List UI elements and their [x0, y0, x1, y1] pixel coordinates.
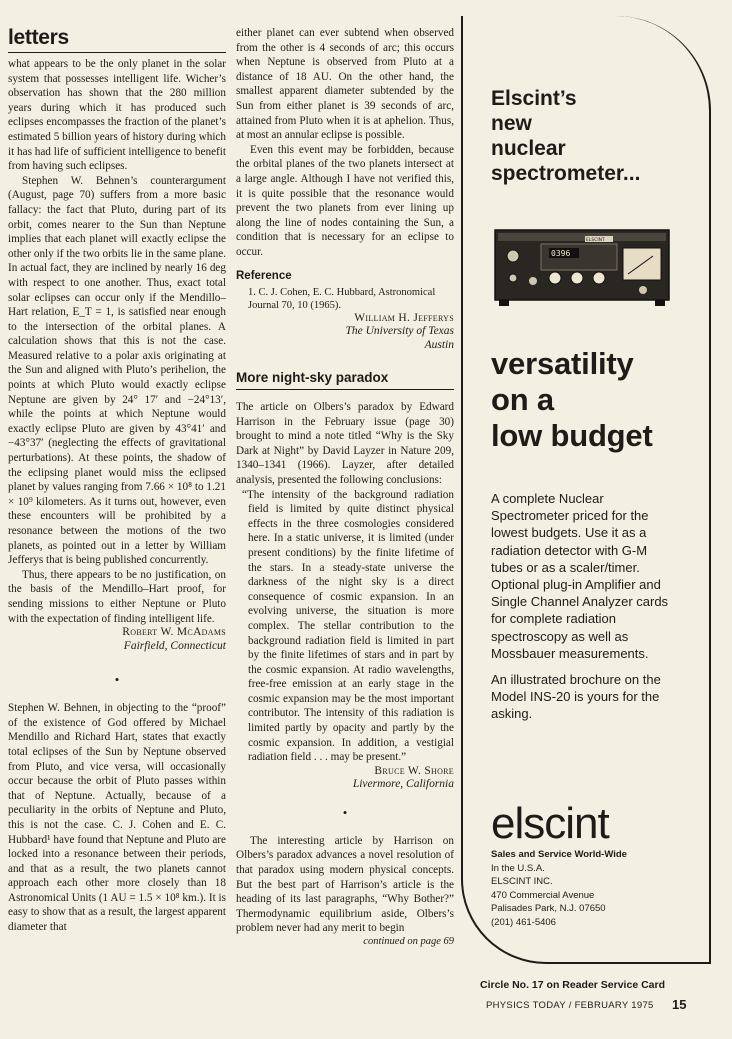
ad-headline-line: nuclear [491, 137, 566, 160]
letter-body-1 [8, 57, 226, 626]
ad-headline-line: new [491, 112, 532, 135]
ad-headline-line: spectrometer... [491, 162, 641, 185]
paragraph: The interesting article by Harrison on Olbers’s paradox advances a novel resolution of that paradox using modern physical concepts. But the best part of Harrison’s article is the heading of its last paragraphs, “Why Bother?” Thermodynamic equilibrium aside, Olbers’s problem never had any merit to begin [236, 834, 454, 935]
signature-mcadams [8, 626, 226, 653]
paragraph: Thus, there appears to be no justification, on the basis of the Mendillo–Hart proof, for sending missions to either Neptune or Pluto with the expectation of finding intelligent life. [8, 568, 226, 625]
device-badge-text: ELSCINT [586, 238, 605, 243]
reader-service-note: Circle No. 17 on Reader Service Card [480, 979, 665, 991]
signature-place: Austin [424, 338, 454, 351]
signature-place: Livermore, California [352, 778, 454, 791]
section-rule [8, 52, 226, 53]
signature-place: The University of Texas [345, 325, 454, 337]
subsection-rule [236, 389, 454, 390]
subsection-title: More night-sky paradox [236, 370, 389, 385]
letter-body-5 [236, 834, 454, 936]
ad-address-line: 470 Commercial Avenue [491, 889, 595, 901]
blockquote [242, 488, 454, 765]
paragraph: Stephen W. Behnen, in objecting to the “proof” of the existence of God offered by Michael Mendillo and Richard Hart, states that exactly total eclipses of the Sun by Neptune observed from Pluto, and vice versa, will occasionally occur because the orbit of Pluto passes within that of Neptune. Actually, because of a peculiarity in the orbits of Neptune and Pluto, this is not the case. C. J. Cohen and E. C. Hubbard¹ have found that Neptune and Pluto are locked into a resonance between their periods, and that as a result, the two planets cannot approach each other more closely than 18 Astronomical Units (1 AU = 1.5 × 10⁸ km.). It is easy to show that as a result, the largest apparent diameter that [8, 702, 226, 934]
elscint-logo: elscint [491, 799, 609, 848]
ad-tagline-line: low budget [491, 418, 653, 453]
paragraph: what appears to be the only planet in the solar system that possesses intelligent life. Wicher’s observation has shown that the 280 million years during which it has produced such eclipses encompasses the fraction of the planet’s estimated 5 billion years of history during which it has had life of sufficient intelligence to benefit from having such eclipses. [8, 58, 226, 173]
signature-name: William H. Jefferys [354, 311, 454, 324]
reference-item: 1. C. J. Cohen, E. C. Hubbard, Astronomical Journal 70, 10 (1965). [248, 286, 436, 311]
letter-body-3 [236, 26, 454, 260]
letter-body-4 [236, 400, 454, 765]
advertisement [461, 16, 711, 964]
column-left [8, 0, 226, 935]
ad-address-line: Sales and Service World-Wide [491, 849, 627, 860]
signature-jefferys [236, 312, 454, 353]
ad-address-line: (201) 461-5406 [491, 916, 556, 928]
paragraph: The article on Olbers’s paradox by Edward Harrison in the February issue (page 30) brought to mind a note titled “Why is the Sky Dark at Night” by David Layzer in Nature 209, 1340–1341 (1966). Layzer, after detailed analysis, presented the following conclusions: [236, 401, 454, 486]
ad-address-line: ELSCINT INC. [491, 876, 553, 887]
ad-headline-line: Elscint’s [491, 87, 577, 110]
paragraph: either planet can ever subtend when observed from the other is 4 seconds of arc; this occurs when Neptune is observed from Pluto at a distance of 18 AU. On the other hand, the smallest apparent diameter subtended by the Sun from either planet is 39 seconds of arc, attained from Pluto when it is at aphelion. Thus, at most an annular eclipse is possible. [236, 27, 454, 142]
signature-name: Bruce W. Shore [374, 764, 454, 777]
signature-name: Robert W. McAdams [122, 626, 226, 639]
column-middle [236, 0, 454, 947]
ad-description: A complete Nuclear Spectrometer priced for the lowest budgets. Use it as a radiation detector with G-M tubes or as a scaler/timer. Optional plug-in Amplifier and Single Channel Analyzer cards for complete radiation spectroscopy as well as Mossbauer measurements. [491, 491, 669, 661]
ad-tagline [491, 346, 691, 454]
signature-place: Fairfield, Connecticut [123, 639, 226, 652]
journal-footer: PHYSICS TODAY / FEBRUARY 1975 [486, 1000, 654, 1011]
ad-brochure-offer: An illustrated brochure on the Model INS-20 is yours for the asking. [491, 672, 661, 722]
signature-shore [236, 765, 454, 792]
separator-bullet: • [342, 804, 348, 820]
separator-bullet: • [114, 672, 120, 688]
paragraph: Even this event may be forbidden, because the orbital planes of the two planets intersect at a large angle. Although I have not verified this, it is quite possible that the resonance would prevent the two planets from ever lining up along the line of nodes containing the Sun, a condition that is necessary for an eclipse to occur. [236, 143, 454, 258]
ad-tagline-line: versatility [491, 346, 634, 381]
reference-heading: Reference [236, 269, 292, 282]
device-display-text: 0396 [551, 249, 571, 258]
ad-logo-block [491, 799, 691, 848]
ad-address-line: Palisades Park, N.J. 07650 [491, 903, 606, 914]
ad-headline [491, 86, 691, 186]
paragraph: Stephen W. Behnen’s counterargument (August, page 70) suffers from a more basic fallacy: the fact that Pluto, during part of its orbit, comes nearer to the Sun than Neptune implies that each planet will exactly eclipse the other only if the two orbits lie in the same plane. In actual fact, they are inclined by nearly 16 deg with respect to one another. Thus, exact total solar eclipses can occur only if the Mendillo–Hart relation, E_T = 1, is satisfied near enough to the intersection of the orbital planes. A calculation shows that this is not the case. Measured relative to a polar axis originating at the Sun and aligned with Pluto’s perihelion, the points at which Pluto would exactly eclipse Neptune are given by 24° 17′ and −24°13′, while the points at which Neptune would exactly eclipse Pluto are given by 43°41′ and −43°37′ (neglecting the effects of gravitational perturbations). At these points, the shadow of the eclipsing planet would miss the eclipsed planet by values ranging from 7.66 × 10⁸ to 1.21 × 10⁹ kilometers. As it turns out, however, even these encounters will be prohibited by a resonance between the motions of the two planets, as pointed out in a letter by William Jefferys that is being published concurrently. [8, 174, 226, 567]
ad-address-block [491, 848, 691, 929]
section-title: letters [8, 26, 69, 49]
ad-address-line: In the U.S.A. [491, 862, 545, 874]
quote-text: “The intensity of the background radiation field is limited by quite distinct physical effects in the three cosmologies considered here. In a static universe, it is limited (under present conditions) by the finite lifetime of the stars. In a steady-state universe the darkness of the night sky is a direct consequence of cosmic expansion. In an evolving universe, the situation is more complex. The stellar contribution to the background radiation field is limited in part by the finite lifetimes of stars and in part by the cosmic expansion. At radio wavelengths, free-free emission at an early stage in the cosmic expansion may be the most important contributor. The intensity of this radiation is limited partly by opacity and partly by the cosmic expansion. In addition, a vestigial radiation field . . . may be present.” [242, 488, 454, 764]
page-number: 15 [672, 997, 687, 1012]
continued-note: continued on page 69 [363, 936, 454, 947]
letter-body-2 [8, 701, 226, 935]
ad-body [491, 490, 681, 723]
spectrometer-illustration [493, 226, 673, 308]
ad-tagline-line: on a [491, 382, 554, 417]
spectrometer-device-image [493, 226, 673, 308]
